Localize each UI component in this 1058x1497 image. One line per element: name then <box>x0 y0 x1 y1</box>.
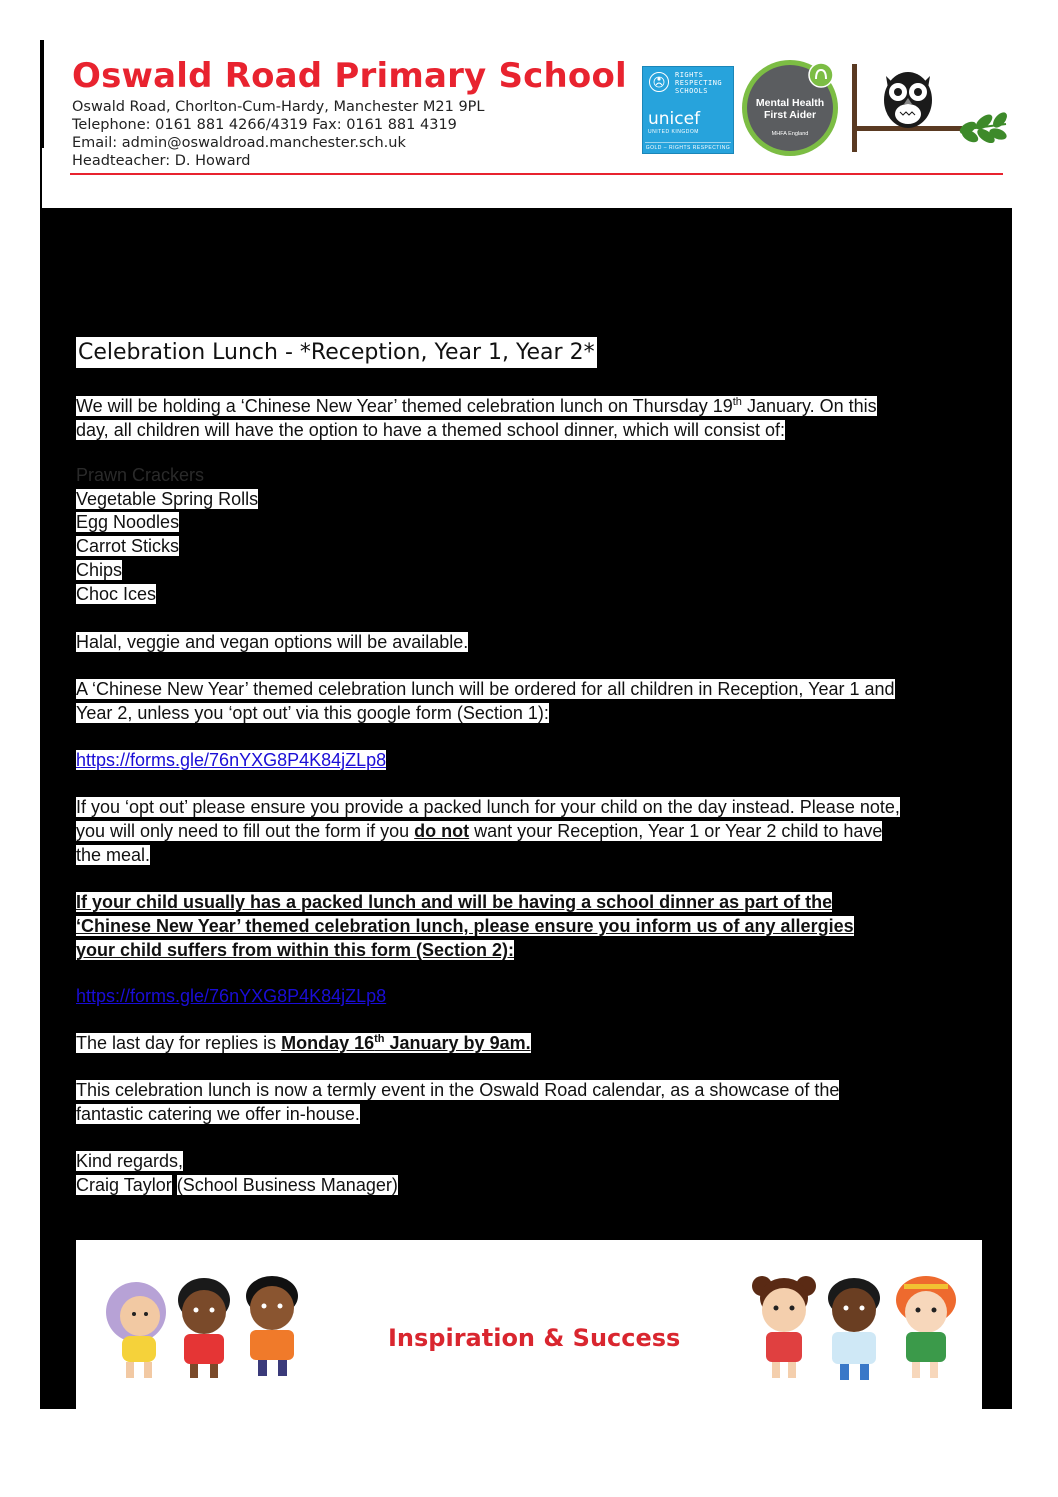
owl-on-branch-icon <box>850 60 1010 156</box>
rrs-title: RIGHTS RESPECTING SCHOOLS <box>675 71 723 95</box>
unicef-wordmark: unicef <box>648 109 701 129</box>
intro-sup: th <box>732 396 742 408</box>
rights-respecting-schools-badge <box>642 66 734 154</box>
header-divider <box>70 173 1003 175</box>
list-item: Chips <box>76 559 123 580</box>
mhfa-line3: MHFA England <box>771 131 809 137</box>
signoff-paragraph <box>76 1149 981 1197</box>
optout-line1: A ‘Chinese New Year’ themed celebration lunch will be ordered for all children in Reception, Year 1 and <box>76 679 895 699</box>
school-address: Oswald Road, Chorlton-Cum-Hardy, Manchester M21 9PL <box>72 99 485 115</box>
header-left-rule-thin <box>40 148 42 208</box>
list-item: Prawn Crackers <box>76 465 205 485</box>
allergy-paragraph: If your child usually has a packed lunch and will be having a school dinner as part of the ‘Chinese New Year’ themed celebration lunch, please ensure you inform us of any allergies your child suffers from within this form (Section 2): <box>76 892 854 960</box>
list-item: Carrot Sticks <box>76 536 180 557</box>
signer-name: Craig Taylor <box>76 1175 172 1195</box>
intro-paragraph <box>76 394 981 442</box>
school-email: Email: admin@oswaldroad.manchester.sch.uk <box>72 135 406 151</box>
intro-line1-pre: We will be holding a ‘Chinese New Year’ themed celebration lunch on Thursday 19 <box>76 396 733 416</box>
form-link-paragraph <box>76 748 981 772</box>
list-item: Egg Noodles <box>76 512 180 533</box>
unicef-country: UNITED KINGDOM <box>648 129 699 135</box>
packed-lunch-paragraph: If you ‘opt out’ please ensure you provide a packed lunch for your child on the day instead. Please note, you will only need to fill out the form if you do not want your Reception, Year 1 or Year 2 child to have the meal. <box>76 797 900 865</box>
school-telephone: Telephone: 0161 881 4266/4319 Fax: 0161 881 4319 <box>72 117 457 133</box>
signer-role: (School Business Manager) <box>176 1175 398 1195</box>
mhfa-leaf-icon <box>808 62 834 88</box>
form-link-2-paragraph <box>76 984 981 1008</box>
signoff: Kind regards, <box>76 1151 184 1171</box>
packed-line3: the meal. <box>76 845 151 865</box>
google-form-link-2[interactable]: https://forms.gle/76nYXG8P4K84jZLp8 <box>76 986 387 1006</box>
rrs-globe-icon <box>648 71 670 93</box>
school-headteacher: Headteacher: D. Howard <box>72 153 251 169</box>
options-paragraph: Halal, veggie and vegan options will be available. <box>76 632 469 652</box>
optout-paragraph <box>76 677 981 725</box>
mental-health-first-aider-badge <box>742 60 838 156</box>
do-not-emphasis: do not <box>414 821 470 841</box>
three-children-illustration-left <box>96 1262 312 1386</box>
mhfa-line2: First Aider <box>763 109 817 121</box>
three-children-illustration-right <box>744 1262 964 1388</box>
header-left-rule <box>40 40 44 148</box>
rrs-level: GOLD – RIGHTS RESPECTING <box>645 142 731 151</box>
footer-slogan: Inspiration & Success <box>388 1324 681 1352</box>
optout-line2: Year 2, unless you ‘opt out’ via this google form (Section 1): <box>76 703 549 723</box>
google-form-link[interactable]: https://forms.gle/76nYXG8P4K84jZLp8 <box>76 750 387 770</box>
menu-list <box>76 464 258 606</box>
packed-line1: If you ‘opt out’ please ensure you provide a packed lunch for your child on the day instead. Please note, <box>76 797 900 817</box>
intro-line1-post: January. On this <box>741 396 877 416</box>
intro-line2: day, all children will have the option to have a themed school dinner, which will consist of: <box>76 420 786 440</box>
termly-paragraph: This celebration lunch is now a termly event in the Oswald Road calendar, as a showcase of the fantastic catering we offer in-house. <box>76 1080 840 1124</box>
list-item: Vegetable Spring Rolls <box>76 488 259 509</box>
deadline-date: Monday 16th January by 9am. <box>281 1033 531 1053</box>
mhfa-line1: Mental Health <box>755 97 825 109</box>
letter-title: Celebration Lunch - *Reception, Year 1, Year 2* <box>76 337 597 368</box>
list-item: Choc Ices <box>76 583 157 604</box>
school-name: Oswald Road Primary School <box>72 56 627 96</box>
deadline-paragraph: The last day for replies is Monday 16th January by 9am. <box>76 1033 531 1053</box>
